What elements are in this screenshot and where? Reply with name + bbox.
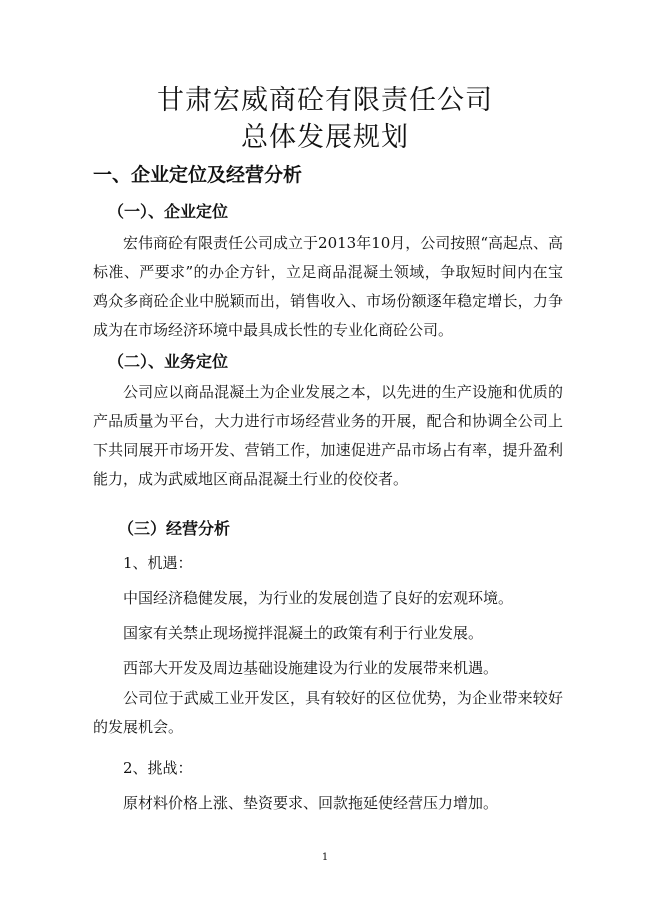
label-opportunities: 1、机遇： [123,554,193,572]
document-title-line2: 总体发展规划 [241,122,409,153]
subheading-business-analysis: （三）经营分析 [118,519,231,538]
opportunity-item-3: 西部大开发及周边基础设施建设为行业的发展带来机遇。 [123,659,499,677]
opportunity-item-1: 中国经济稳健发展，为行业的发展创造了良好的宏观环境。 [123,589,514,607]
subheading-business-positioning: （二）、业务定位 [108,352,229,371]
challenge-item-1: 原材料价格上涨、垫资要求、回款拖延使经营压力增加。 [123,794,499,812]
paragraph-enterprise-positioning: 宏伟商砼有限责任公司成立于2013年10月，公司按照“高起点、高标准、严要求”的办企方针，立足商品混凝土领域，争取短时间内在宝鸡众多商砼企业中脱颖而出，销售收入、市场份额逐年稳定增长，力争成为在市场经济环境中最具成长性的专业化商砼公司。 [93,234,563,339]
opportunity-item-4: 公司位于武威工业开发区，具有较好的区位优势，为企业带来较好的发展机会。 [93,689,563,736]
document-title-line1: 甘肃宏威商砼有限责任公司 [157,85,493,116]
page-number: 1 [321,852,329,863]
opportunity-item-2: 国家有关禁止现场搅拌混凝土的政策有利于行业发展。 [123,624,484,642]
label-challenges: 2、挑战： [123,759,193,777]
section-heading-positioning: 一、企业定位及经营分析 [93,164,303,186]
paragraph-business-positioning: 公司应以商品混凝土为企业发展之本，以先进的生产设施和优质的产品质量为平台，大力进行市场经营业务的开展，配合和协调全公司上下共同展开市场开发、营销工作，加速促进产品市场占有率，提升盈利能力，成为武威地区商品混凝土行业的佼佼者。 [93,383,563,488]
subheading-enterprise-positioning: （一）、企业定位 [108,202,229,221]
